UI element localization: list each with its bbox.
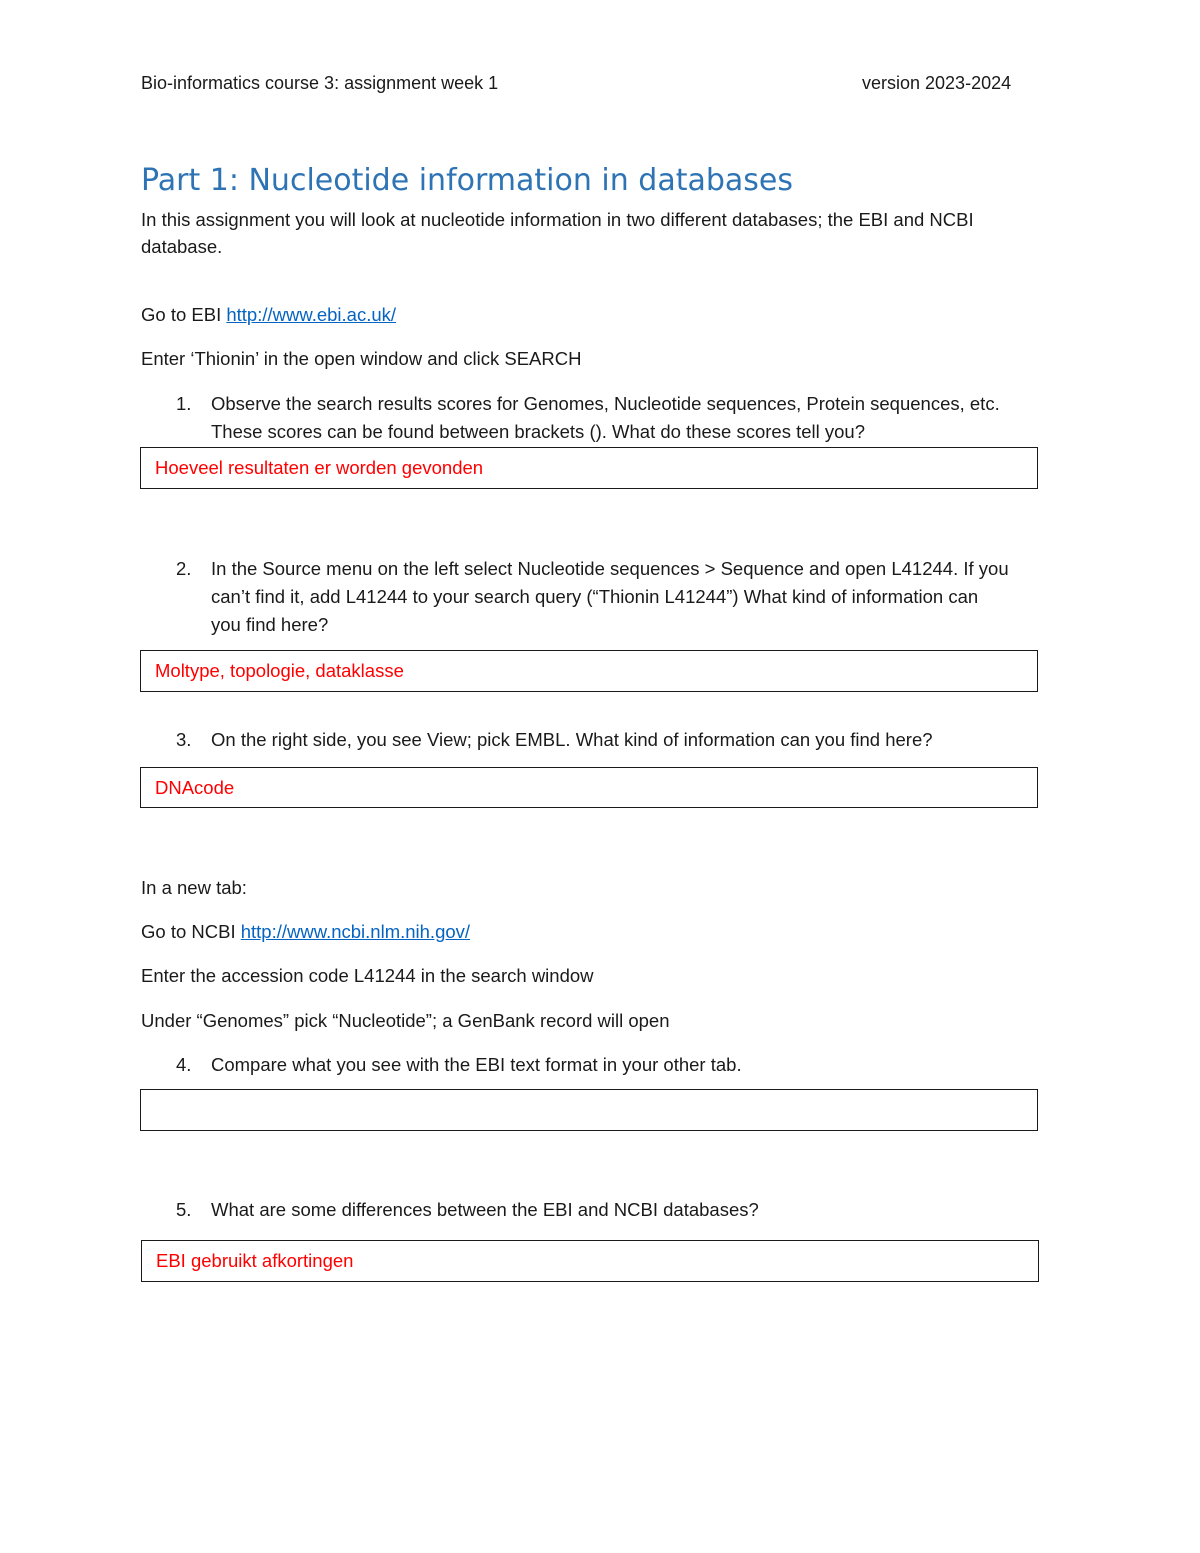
question-number: 1. bbox=[176, 393, 192, 414]
answer-text-2: Moltype, topologie, dataklasse bbox=[155, 660, 404, 681]
question-2-line-2: can’t find it, add L41244 to your search query (“Thionin L41244”) What kind of information can bbox=[211, 586, 979, 607]
question-number: 3. bbox=[176, 729, 192, 750]
ebi-enter-instruction: Enter ‘Thionin’ in the open window and click SEARCH bbox=[141, 348, 582, 369]
ncbi-new-tab-label: In a new tab: bbox=[141, 877, 247, 898]
question-4-line-1: Compare what you see with the EBI text format in your other tab. bbox=[211, 1054, 742, 1075]
answer-text-3: DNAcode bbox=[155, 777, 235, 798]
answer-box-2[interactable] bbox=[140, 650, 1038, 692]
answer-box-1[interactable] bbox=[140, 447, 1038, 489]
ncbi-under-instruction: Under “Genomes” pick “Nucleotide”; a GenBank record will open bbox=[141, 1010, 670, 1031]
answer-box-3[interactable] bbox=[140, 767, 1038, 808]
ebi-link[interactable]: http://www.ebi.ac.uk/ bbox=[226, 304, 397, 325]
ncbi-goto-line bbox=[141, 921, 470, 943]
intro-paragraph: In this assignment you will look at nucleotide information in two different databases; the EBI and NCBI database. bbox=[141, 209, 974, 257]
question-1-line-2: These scores can be found between brackets (). What do these scores tell you? bbox=[211, 421, 866, 442]
header-version: version 2023-2024 bbox=[862, 73, 1012, 93]
question-number: 5. bbox=[176, 1199, 192, 1220]
header-course-title: Bio-informatics course 3: assignment week 1 bbox=[141, 73, 499, 93]
question-5-line-1: What are some differences between the EBI and NCBI databases? bbox=[211, 1199, 759, 1220]
answer-box-5[interactable] bbox=[141, 1240, 1039, 1282]
ebi-goto-line bbox=[141, 304, 396, 326]
ncbi-enter-instruction: Enter the accession code L41244 in the search window bbox=[141, 965, 594, 986]
question-2-line-1: In the Source menu on the left select Nucleotide sequences > Sequence and open L41244. If you bbox=[211, 558, 1009, 579]
question-2-line-3: you find here? bbox=[211, 614, 329, 635]
question-number: 2. bbox=[176, 558, 192, 579]
ebi-goto-label: Go to EBI bbox=[141, 304, 227, 325]
page-title: Part 1: Nucleotide information in databases bbox=[141, 163, 794, 198]
answer-text-1: Hoeveel resultaten er worden gevonden bbox=[155, 457, 484, 478]
answer-text-5: EBI gebruikt afkortingen bbox=[156, 1250, 354, 1271]
ncbi-goto-label: Go to NCBI bbox=[141, 921, 241, 942]
answer-box-4[interactable] bbox=[140, 1089, 1038, 1131]
question-3-line-1: On the right side, you see View; pick EMBL. What kind of information can you find here? bbox=[211, 729, 933, 750]
question-number: 4. bbox=[176, 1054, 192, 1075]
question-1-line-1: Observe the search results scores for Genomes, Nucleotide sequences, Protein sequences, etc. bbox=[211, 393, 1000, 414]
ncbi-link[interactable]: http://www.ncbi.nlm.nih.gov/ bbox=[240, 921, 471, 942]
